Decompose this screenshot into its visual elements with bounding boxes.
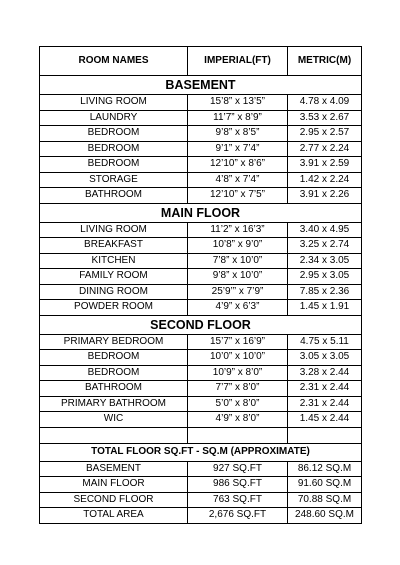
metric-cell: 3.25 x 2.74 [288, 238, 362, 254]
header-room-names: ROOM NAMES [40, 47, 188, 76]
totals-row [40, 477, 362, 493]
metric-cell: 2.95 x 3.05 [288, 269, 362, 285]
metric-cell: 2.77 x 2.24 [288, 141, 362, 157]
blank-row [40, 427, 362, 443]
metric-cell: 2.31 x 2.44 [288, 396, 362, 412]
section-heading-row [40, 203, 362, 222]
table-row [40, 188, 362, 204]
section-heading-row [40, 315, 362, 334]
room-name-cell: BATHROOM [40, 188, 188, 204]
table-row [40, 141, 362, 157]
table-row [40, 172, 362, 188]
room-name-cell: LIVING ROOM [40, 222, 188, 238]
metric-cell: 4.75 x 5.11 [288, 334, 362, 350]
imperial-cell: 7’8” x 10’0” [188, 253, 288, 269]
imperial-cell: 4’8” x 7’4” [188, 172, 288, 188]
totals-row [40, 492, 362, 508]
imperial-cell: 15’7” x 16’9” [188, 334, 288, 350]
table-row [40, 396, 362, 412]
section-title: MAIN FLOOR [40, 203, 362, 222]
room-name-cell: BEDROOM [40, 350, 188, 366]
table-row [40, 238, 362, 254]
header-imperial: IMPERIAL(FT) [188, 47, 288, 76]
sqm-cell: 70.88 SQ.M [288, 492, 362, 508]
totals-row [40, 508, 362, 524]
room-name-cell: PRIMARY BATHROOM [40, 396, 188, 412]
metric-cell: 1.45 x 1.91 [288, 300, 362, 316]
room-name-cell: WIC [40, 412, 188, 428]
table-row [40, 110, 362, 126]
room-name-cell: BEDROOM [40, 157, 188, 173]
imperial-cell: 7’7” x 8’0” [188, 381, 288, 397]
table-body [40, 47, 362, 524]
metric-cell: 2.95 x 2.57 [288, 126, 362, 142]
table-row [40, 284, 362, 300]
imperial-cell: 11’2” x 16’3” [188, 222, 288, 238]
imperial-cell: 4’9” x 8’0” [188, 412, 288, 428]
room-name-cell: PRIMARY BEDROOM [40, 334, 188, 350]
imperial-cell: 9’8” x 10’0” [188, 269, 288, 285]
room-name-cell: LIVING ROOM [40, 95, 188, 111]
floor-name-cell: MAIN FLOOR [40, 477, 188, 493]
imperial-cell: 10’0” x 10’0” [188, 350, 288, 366]
metric-cell: 2.31 x 2.44 [288, 381, 362, 397]
sqft-cell: 986 SQ.FT [188, 477, 288, 493]
room-name-cell: BEDROOM [40, 126, 188, 142]
metric-cell: 3.53 x 2.67 [288, 110, 362, 126]
section-title: BASEMENT [40, 76, 362, 95]
table-row [40, 412, 362, 428]
metric-cell: 1.42 x 2.24 [288, 172, 362, 188]
floor-name-cell: BASEMENT [40, 461, 188, 477]
floor-name-cell: TOTAL AREA [40, 508, 188, 524]
metric-cell: 3.40 x 4.95 [288, 222, 362, 238]
sqft-cell: 927 SQ.FT [188, 461, 288, 477]
metric-cell: 4.78 x 4.09 [288, 95, 362, 111]
table-row [40, 334, 362, 350]
metric-cell: 3.91 x 2.59 [288, 157, 362, 173]
table-row [40, 95, 362, 111]
table-row [40, 269, 362, 285]
room-name-cell: BEDROOM [40, 365, 188, 381]
room-name-cell: BREAKFAST [40, 238, 188, 254]
table-row [40, 126, 362, 142]
section-title: SECOND FLOOR [40, 315, 362, 334]
imperial-cell: 11’7” x 8’9” [188, 110, 288, 126]
sqm-cell: 91.60 SQ.M [288, 477, 362, 493]
metric-cell: 2.34 x 3.05 [288, 253, 362, 269]
section-heading-row [40, 76, 362, 95]
imperial-cell: 10’8” x 9’0” [188, 238, 288, 254]
floor-name-cell: SECOND FLOOR [40, 492, 188, 508]
totals-title: TOTAL FLOOR SQ.FT - SQ.M (APPROXIMATE) [40, 443, 362, 461]
sqft-cell: 2,676 SQ.FT [188, 508, 288, 524]
metric-cell: 1.45 x 2.44 [288, 412, 362, 428]
room-name-cell: LAUNDRY [40, 110, 188, 126]
header-row [40, 47, 362, 76]
sqft-cell: 763 SQ.FT [188, 492, 288, 508]
metric-cell: 7.85 x 2.36 [288, 284, 362, 300]
imperial-cell: 9’8” x 8’5” [188, 126, 288, 142]
sqm-cell: 86.12 SQ.M [288, 461, 362, 477]
metric-cell: 3.28 x 2.44 [288, 365, 362, 381]
table-row [40, 222, 362, 238]
imperial-cell: 12’10” x 8’6” [188, 157, 288, 173]
totals-row [40, 461, 362, 477]
table-row [40, 381, 362, 397]
imperial-cell: 10’9” x 8’0” [188, 365, 288, 381]
sqm-cell: 248.60 SQ.M [288, 508, 362, 524]
table-row [40, 253, 362, 269]
imperial-cell: 4’9” x 6’3” [188, 300, 288, 316]
imperial-cell: 12’10” x 7’5” [188, 188, 288, 204]
blank-cell [188, 427, 288, 443]
room-name-cell: BEDROOM [40, 141, 188, 157]
room-name-cell: DINING ROOM [40, 284, 188, 300]
blank-cell [40, 427, 188, 443]
table-row [40, 365, 362, 381]
blank-cell [288, 427, 362, 443]
metric-cell: 3.91 x 2.26 [288, 188, 362, 204]
table-row [40, 350, 362, 366]
room-name-cell: KITCHEN [40, 253, 188, 269]
room-name-cell: STORAGE [40, 172, 188, 188]
imperial-cell: 15’8” x 13’5” [188, 95, 288, 111]
room-name-cell: POWDER ROOM [40, 300, 188, 316]
table-row [40, 300, 362, 316]
imperial-cell: 25’9’” x 7’9” [188, 284, 288, 300]
totals-heading-row [40, 443, 362, 461]
header-metric: METRIC(M) [288, 47, 362, 76]
table-row [40, 157, 362, 173]
imperial-cell: 5’0” x 8’0” [188, 396, 288, 412]
imperial-cell: 9’1” x 7’4” [188, 141, 288, 157]
room-dimensions-table [39, 46, 362, 524]
metric-cell: 3.05 x 3.05 [288, 350, 362, 366]
room-name-cell: FAMILY ROOM [40, 269, 188, 285]
room-name-cell: BATHROOM [40, 381, 188, 397]
